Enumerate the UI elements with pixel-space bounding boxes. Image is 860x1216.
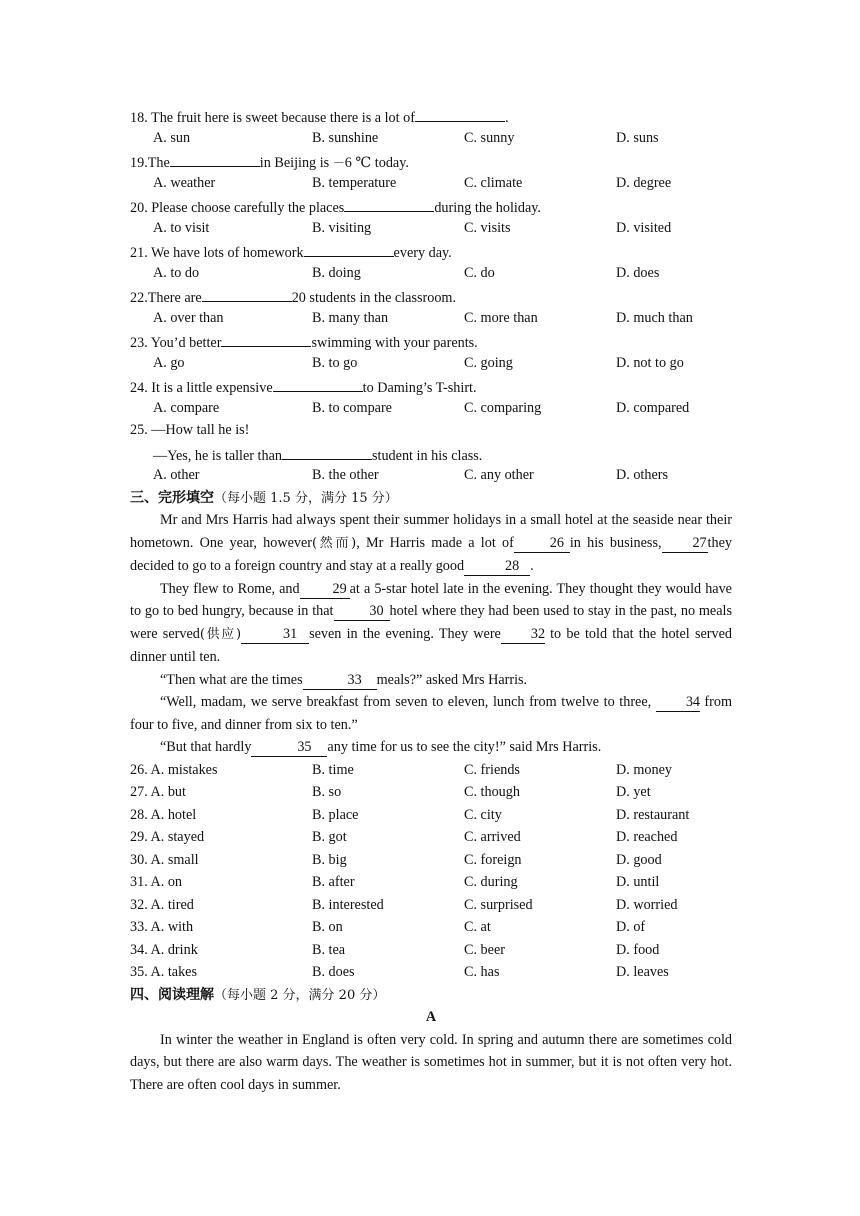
answer-blank <box>273 374 363 392</box>
option-d: D. does <box>616 264 660 281</box>
option-b: B. on <box>312 919 343 935</box>
options-21 <box>130 262 732 285</box>
option-d: D. visited <box>616 219 672 236</box>
question-text: swimming with your parents. <box>311 335 478 351</box>
question-text: 6 ℃ today. <box>344 155 409 171</box>
cloze-options-row <box>130 781 732 804</box>
option-a: 32. A. tired <box>130 896 194 913</box>
options-25 <box>130 464 732 487</box>
cloze-options-row <box>130 871 732 894</box>
option-d: D. money <box>616 761 672 778</box>
paragraph-text: “Then what are the times <box>160 671 303 688</box>
paragraph-text: to be told that the hotel served dinner until ten. <box>130 625 733 665</box>
option-c: C. sunny <box>464 129 515 146</box>
section-title: 三、完形填空 <box>130 489 214 506</box>
option-a: A. sun <box>153 129 191 146</box>
options-20 <box>130 217 732 240</box>
option-b: B. temperature <box>312 174 397 191</box>
option-b: B. to go <box>312 354 358 371</box>
option-d: D. suns <box>616 129 659 146</box>
question-text: We have lots of homework <box>147 245 304 261</box>
question-number: 19. <box>130 155 148 171</box>
question-number: 21. <box>130 245 148 261</box>
option-b: B. does <box>312 964 355 980</box>
cloze-blank-31: 31 <box>241 626 309 644</box>
cloze-paragraph-5 <box>130 736 732 759</box>
passage-label: A <box>425 1009 437 1025</box>
question-text: every day. <box>393 245 452 261</box>
option-b: B. time <box>312 761 354 778</box>
option-b: B. sunshine <box>312 129 379 146</box>
paragraph-text: . <box>530 558 534 574</box>
options-24 <box>130 397 732 420</box>
options-22 <box>130 307 732 330</box>
option-d: D. leaves <box>616 964 669 980</box>
cloze-paragraph-3 <box>130 669 732 692</box>
option-a: A. go <box>153 354 185 371</box>
option-d: D. restaurant <box>616 806 690 823</box>
option-d: D. degree <box>616 174 672 191</box>
option-c: C. has <box>464 964 500 980</box>
option-b: B. visiting <box>312 219 372 236</box>
option-d: D. worried <box>616 896 678 913</box>
question-24 <box>130 374 732 397</box>
question-text: . <box>504 110 509 126</box>
option-d: D. food <box>616 941 660 958</box>
option-c: C. comparing <box>464 399 542 416</box>
cloze-blank-26: 26 <box>514 535 570 553</box>
answer-blank <box>170 149 260 167</box>
option-b: B. many than <box>312 309 389 326</box>
section-scoring: （每小题 2 分，满分 20 分） <box>214 987 386 1003</box>
section-scoring: （每小题 1.5 分，满分 15 分） <box>214 490 398 506</box>
option-c: C. visits <box>464 219 511 236</box>
paragraph-text: “Well, madam, we serve breakfast from seven to eleven, lunch from twelve to three, <box>160 694 656 710</box>
question-text: The <box>147 155 170 171</box>
paragraph-text: meals?” asked Mrs Harris. <box>376 671 528 688</box>
cloze-blank-32: 32 <box>501 626 545 644</box>
section-title: 四、阅读理解 <box>130 986 214 1003</box>
option-a: 29. A. stayed <box>130 829 205 845</box>
cloze-blank-28: 28 <box>464 558 530 576</box>
paragraph-text: in his business, <box>569 534 662 551</box>
answer-blank <box>415 104 505 122</box>
question-text: —Yes, he is taller than <box>153 447 282 464</box>
option-a: 27. A. but <box>130 784 186 800</box>
question-19 <box>130 149 732 172</box>
option-a: A. to visit <box>153 219 210 236</box>
cloze-options-row <box>130 804 732 827</box>
option-c: C. do <box>464 264 495 281</box>
option-a: A. compare <box>153 399 220 416</box>
option-c: C. climate <box>464 174 523 191</box>
cloze-blank-35: 35 <box>251 739 327 757</box>
question-20 <box>130 194 732 217</box>
option-d: D. others <box>616 467 669 483</box>
question-text: You’d better <box>147 335 222 351</box>
option-d: D. yet <box>616 784 651 800</box>
option-b: B. got <box>312 829 347 845</box>
cloze-options-row <box>130 826 732 849</box>
question-number: 24. <box>130 380 148 396</box>
options-23 <box>130 352 732 375</box>
paragraph-text: “But that hardly <box>160 739 252 755</box>
option-a: 30. A. small <box>130 851 199 868</box>
cloze-blank-33: 33 <box>303 672 377 690</box>
option-b: B. the other <box>312 467 379 483</box>
question-21 <box>130 239 732 262</box>
option-d: D. reached <box>616 829 678 845</box>
question-text: There are <box>147 290 202 306</box>
question-text: during the holiday. <box>434 200 541 216</box>
question-number: 18. <box>130 110 148 126</box>
cloze-options-row <box>130 894 732 917</box>
cloze-options-row <box>130 916 732 939</box>
option-c: C. any other <box>464 467 534 483</box>
options-18 <box>130 127 732 150</box>
answer-blank <box>221 329 311 347</box>
option-b: B. tea <box>312 941 346 958</box>
paragraph-text: , Mr Harris made a lot of <box>356 534 514 551</box>
option-d: D. not to go <box>616 354 684 371</box>
question-number: 23. <box>130 335 148 351</box>
cloze-options-row <box>130 939 732 962</box>
option-c: C. beer <box>464 941 505 958</box>
answer-blank <box>344 194 434 212</box>
option-c: C. foreign <box>464 851 522 868</box>
cloze-options-row <box>130 759 732 782</box>
minus-sign: － <box>332 156 345 170</box>
cloze-paragraph-4 <box>130 691 732 736</box>
cloze-blank-30: 30 <box>334 603 390 621</box>
options-19 <box>130 172 732 195</box>
option-d: D. until <box>616 874 660 890</box>
question-25: 25. —How tall he is! <box>130 422 250 438</box>
option-a: A. to do <box>153 264 200 281</box>
question-23 <box>130 329 732 352</box>
option-a: 26. A. mistakes <box>130 761 218 778</box>
paragraph-text: from four to five, and dinner from six to ten.” <box>130 694 732 733</box>
option-a: 34. A. drink <box>130 941 198 958</box>
option-c: C. friends <box>464 761 520 778</box>
option-a: A. other <box>153 467 200 483</box>
option-d: D. compared <box>616 399 690 416</box>
option-c: C. going <box>464 354 513 371</box>
cloze-blank-34: 34 <box>656 694 700 712</box>
option-c: C. surprised <box>464 896 533 913</box>
option-b: B. to compare <box>312 399 392 416</box>
paragraph-text: Mr and Mrs Harris had always spent their summer holidays in a small hotel at the seaside near their hometown. One year, however <box>130 512 732 551</box>
question-number: 20. <box>130 200 148 216</box>
section-heading-cloze <box>130 487 732 510</box>
section-heading-reading <box>130 984 732 1007</box>
chinese-gloss: (供应) <box>199 626 242 642</box>
question-22 <box>130 284 732 307</box>
answer-blank <box>304 239 394 257</box>
paragraph-text: at a 5-star hotel late in the evening. They thought they would have to go to bed hungry, because in that <box>130 580 732 619</box>
cloze-options-row <box>130 849 732 872</box>
option-a: 31. A. on <box>130 874 183 890</box>
question-text: 20 students in the classroom. <box>291 290 457 306</box>
paragraph-text: any time for us to see the city!” said Mrs Harris. <box>327 739 602 755</box>
option-b: B. big <box>312 851 347 868</box>
option-b: B. doing <box>312 264 361 281</box>
option-b: B. place <box>312 806 359 823</box>
paragraph-text: hotel where they had been used to stay in the past, no meals were served <box>130 603 732 642</box>
option-d: D. good <box>616 851 662 868</box>
option-b: B. interested <box>312 896 384 913</box>
question-25-reply <box>130 442 732 465</box>
option-c: C. at <box>464 919 491 935</box>
question-text: to Daming’s T-shirt. <box>362 380 477 396</box>
option-b: B. so <box>312 784 342 800</box>
option-d: D. much than <box>616 309 693 326</box>
option-c: C. more than <box>464 309 538 326</box>
paragraph-text: seven in the evening. They were <box>309 625 501 642</box>
question-text: in Beijing is <box>259 155 333 171</box>
cloze-blank-29: 29 <box>300 581 350 599</box>
cloze-blank-27: 27 <box>662 535 708 553</box>
option-a: A. weather <box>153 174 216 191</box>
cloze-options-row <box>130 961 732 984</box>
option-a: 33. A. with <box>130 919 194 935</box>
option-a: A. over than <box>153 309 224 326</box>
chinese-gloss: (然而) <box>312 535 357 551</box>
cloze-paragraph-1 <box>130 509 732 578</box>
option-c: C. arrived <box>464 829 521 845</box>
question-text: student in his class. <box>372 447 483 464</box>
question-number: 22. <box>130 290 148 306</box>
option-c: C. city <box>464 806 502 823</box>
paragraph-text: they decided to go to a foreign country and stay at a really good <box>130 534 732 574</box>
cloze-paragraph-2 <box>130 578 732 669</box>
question-18 <box>130 104 732 127</box>
option-c: C. during <box>464 874 518 890</box>
worksheet-page <box>130 104 732 1096</box>
option-d: D. of <box>616 919 646 935</box>
reading-passage: In winter the weather in England is often very cold. In spring and autumn there are sometimes cold days, but there are also warm days. The weather is sometimes hot in summer, but it is not often very hot. There are often cool days in summer. <box>130 1031 732 1093</box>
question-text: Please choose carefully the places <box>147 200 345 216</box>
option-b: B. after <box>312 874 355 890</box>
cloze-options-grid <box>130 759 732 984</box>
option-a: 28. A. hotel <box>130 806 197 823</box>
question-text: The fruit here is sweet because there is a lot of <box>147 110 415 126</box>
question-text: It is a little expensive <box>147 380 273 396</box>
answer-blank <box>202 284 292 302</box>
answer-blank <box>282 442 372 460</box>
paragraph-text: They flew to Rome, and <box>160 580 300 597</box>
option-a: 35. A. takes <box>130 964 197 980</box>
option-c: C. though <box>464 784 520 800</box>
